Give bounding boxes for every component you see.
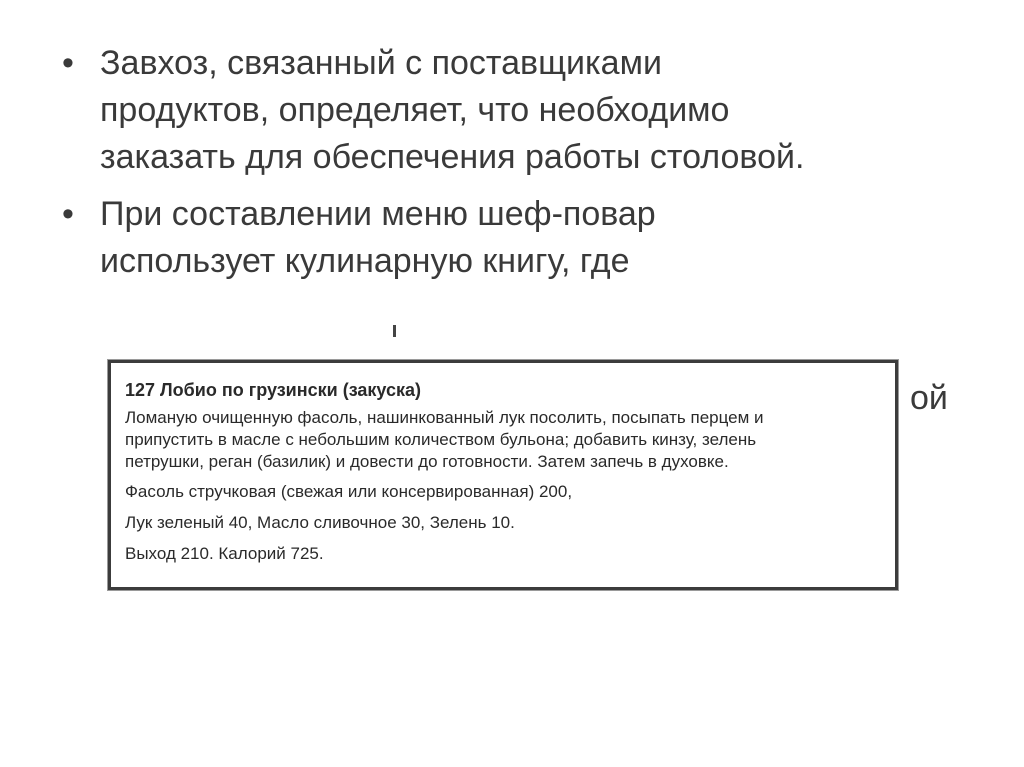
bullet-item-supply-manager xyxy=(60,40,960,181)
recipe-output-line: Выход 210. Калорий 725. xyxy=(125,544,324,563)
bullet-list xyxy=(60,40,960,295)
stray-text-mark xyxy=(393,325,396,337)
recipe-description: Ломаную очищенную фасоль, нашинкованный лук посолить, посыпать перцем и припустить в масле с небольшим количеством бульона; добавить кинзу, зелень петрушки, реган (базилик) и довести до готовности. Затем запечь в духовке. xyxy=(125,408,764,471)
recipe-card-image xyxy=(108,360,898,590)
bullet-text-fragment: ой xyxy=(910,379,948,417)
bullet-marker: • xyxy=(62,195,74,233)
bullet-text: При составлении меню шеф-повар использует кулинарную книгу, где xyxy=(100,195,656,280)
bullet-marker: • xyxy=(62,44,74,82)
recipe-ingredients-line: Фасоль стручковая (свежая или консервированная) 200, xyxy=(125,482,573,501)
recipe-ingredients-line: Лук зеленый 40, Масло сливочное 30, Зелень 10. xyxy=(125,513,515,532)
recipe-title: 127 Лобио по грузински (закуска) xyxy=(125,380,422,400)
bullet-text: Завхоз, связанный с поставщиками продуктов, определяет, что необходимо заказать для обеспечения работы столовой. xyxy=(100,44,805,176)
bullet-item-chef-menu xyxy=(60,191,960,285)
